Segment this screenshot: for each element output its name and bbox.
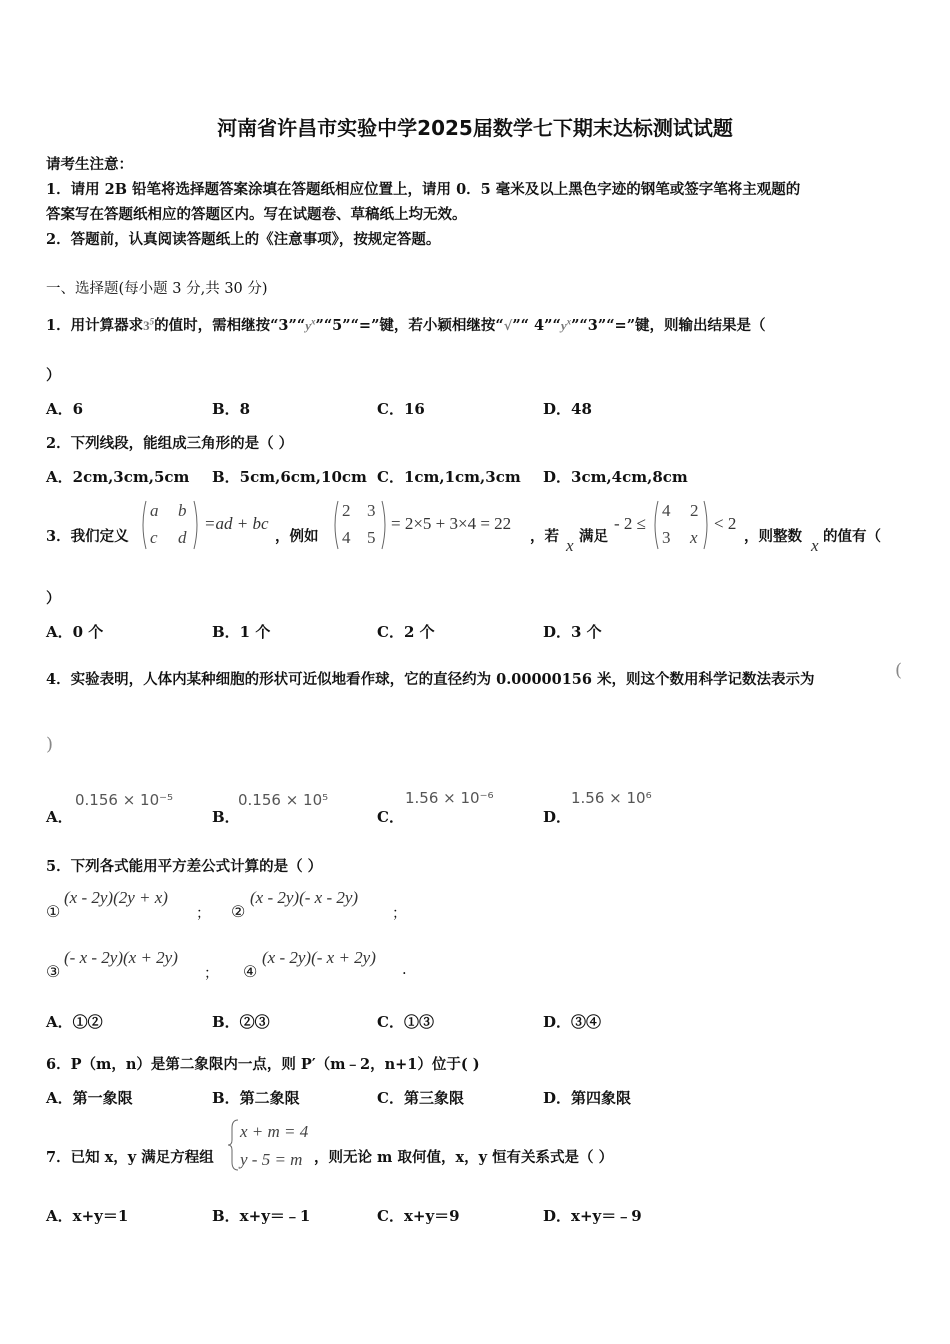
yx-key-y: y <box>305 318 311 333</box>
q3-m2-left-paren <box>335 501 338 549</box>
q3-m2-12: 3 <box>367 501 376 520</box>
q3-close-paren: ） <box>46 590 61 607</box>
question-6: 6．P（m，n）是第二象限内一点，则 P′（m﹣2，n+1）位于( ) <box>46 1056 480 1073</box>
q3-m1-right-paren <box>194 501 197 549</box>
q1-text-1: 1．用计算器求 <box>46 317 144 334</box>
q6-option-a[interactable]: A．第一象限 <box>46 1089 133 1107</box>
q5-item-2-sep: ； <box>392 906 407 922</box>
q3-m3-22: x <box>690 528 698 547</box>
q5-option-c[interactable]: C．①③ <box>377 1013 434 1031</box>
q5-item-3-mark: ③ <box>46 962 61 981</box>
yx-key-icon-2 <box>561 318 571 333</box>
q4-option-a-value: 0.156 × 10⁻⁵ <box>75 791 174 809</box>
page-title: 河南省许昌市实验中学2025届数学七下期末达标测试试题 <box>217 116 733 140</box>
q3-m2-21: 4 <box>342 528 351 547</box>
q4-option-d-value: 1.56 × 10⁶ <box>571 789 652 807</box>
q7-option-a[interactable]: A．x+y＝1 <box>46 1207 129 1225</box>
q3-m3-12: 2 <box>690 501 699 520</box>
notice-line-1b: 答案写在答题纸相应的答题区内。写在试题卷、草稿纸上均无效。 <box>46 206 467 223</box>
q6-option-d[interactable]: D．第四象限 <box>543 1089 632 1107</box>
q5-option-d[interactable]: D．③④ <box>543 1013 602 1031</box>
q4-option-d-label[interactable]: D． <box>543 808 572 826</box>
q6-option-c[interactable]: C．第三象限 <box>377 1089 464 1107</box>
q3-m1-d: d <box>178 528 187 547</box>
q3-rhs: < 2 <box>714 514 737 533</box>
q2-option-c[interactable]: C．1cm,1cm,3cm <box>377 468 521 486</box>
q1-power <box>143 318 154 333</box>
yx-key-x-2: x <box>566 316 572 327</box>
q3-m3-left-paren <box>655 501 658 549</box>
q6-option-b[interactable]: B．第二象限 <box>212 1089 300 1107</box>
yx-key-icon <box>305 318 315 333</box>
q3-text-5: ，则整数 <box>744 528 802 545</box>
question-1 <box>46 314 766 335</box>
q7-option-d[interactable]: D．x+y＝﹣9 <box>543 1207 642 1225</box>
q4-option-c-label[interactable]: C． <box>377 808 404 826</box>
q4-close-paren: ) <box>46 734 54 755</box>
q7-brace-icon <box>228 1120 238 1170</box>
q3-option-d[interactable]: D．3 个 <box>543 623 602 641</box>
q1-option-d[interactable]: D．48 <box>543 400 592 418</box>
notice-line-1a: 1．请用 2B 铅笔将选择题答案涂填在答题纸相应位置上，请用 0．5 毫米及以上黑色字迹的钢笔或签字笔将主观题的 <box>46 181 801 198</box>
q3-option-c[interactable]: C．2 个 <box>377 623 435 641</box>
sqrt-key-icon: √ <box>503 319 513 334</box>
q2-option-a[interactable]: A．2cm,3cm,5cm <box>46 468 190 486</box>
q3-m2-22: 5 <box>367 528 376 547</box>
q5-item-4-expr: (x - 2y)(- x + 2y) <box>262 948 376 967</box>
q4-option-b-label[interactable]: B． <box>212 808 240 826</box>
q3-var-x-2: x <box>811 536 819 555</box>
q7-option-c[interactable]: C．x+y＝9 <box>377 1207 460 1225</box>
q7-option-b[interactable]: B．x+y＝﹣1 <box>212 1207 311 1225</box>
q3-m3-11: 4 <box>662 501 671 520</box>
q3-text-2: ，例如 <box>275 528 319 545</box>
q5-item-3-expr: (- x - 2y)(x + 2y) <box>64 948 178 967</box>
q3-lhs: - 2 ≤ <box>614 514 646 533</box>
q3-m1-a: a <box>150 501 159 520</box>
q1-close-paren: ） <box>46 367 61 384</box>
q5-item-1-expr: (x - 2y)(2y + x) <box>64 888 168 907</box>
question-5: 5．下列各式能用平方差公式计算的是（ ） <box>46 858 323 875</box>
q1-text-3: ”“5”“=”键，若小颖相继按“ <box>315 317 504 334</box>
notice-heading: 请考生注意： <box>46 156 133 173</box>
q3-text-6: 的值有（ <box>823 528 881 545</box>
q7-equation-2: y - 5 = m <box>240 1150 303 1169</box>
q5-item-4-sep: . <box>402 962 407 978</box>
q2-option-b[interactable]: B．5cm,6cm,10cm <box>212 468 367 486</box>
q5-option-b[interactable]: B．②③ <box>212 1013 270 1031</box>
q3-text-1: 3．我们定义 <box>46 528 129 545</box>
q5-item-2-mark: ② <box>231 902 246 921</box>
q3-definition: =ad + bc <box>204 514 269 533</box>
q3-m1-left-paren <box>143 501 146 549</box>
q3-matrix-3 <box>650 497 712 553</box>
q4-option-b-value: 0.156 × 10⁵ <box>238 791 329 809</box>
yx-key-x: x <box>310 316 316 327</box>
q3-matrix-2 <box>330 497 390 553</box>
q1-option-c[interactable]: C．16 <box>377 400 425 418</box>
q5-option-a[interactable]: A．①② <box>46 1013 103 1031</box>
q3-text-3: ，若 <box>530 528 559 545</box>
q5-item-2-expr: (x - 2y)(- x - 2y) <box>250 888 359 907</box>
q3-m3-right-paren <box>704 501 707 549</box>
q1-base: 3 <box>143 318 150 333</box>
section-heading: 一、选择题(每小题 3 分,共 30 分) <box>46 281 268 297</box>
q1-text-4: ”“ 4”“ <box>512 317 561 334</box>
q2-option-d[interactable]: D．3cm,4cm,8cm <box>543 468 688 486</box>
yx-key-y-2: y <box>560 318 567 333</box>
q5-item-1-mark: ① <box>46 902 61 921</box>
q3-option-a[interactable]: A．0 个 <box>46 623 104 641</box>
q5-item-4-mark: ④ <box>243 962 258 981</box>
q4-open-paren: ( <box>895 660 903 681</box>
q1-text-5: ”“3”“=”键，则输出结果是（ <box>571 317 766 334</box>
q7-equation-1: x + m = 4 <box>240 1122 309 1141</box>
q3-m1-c: c <box>150 528 158 547</box>
q3-option-b[interactable]: B．1 个 <box>212 623 271 641</box>
question-4: 4．实验表明，人体内某种细胞的形状可近似地看作球，它的直径约为 0.00000156 米，则这个数用科学记数法表示为 <box>46 671 815 688</box>
q1-option-a[interactable]: A．6 <box>46 400 84 418</box>
q5-item-1-sep: ； <box>196 906 211 922</box>
q7-text-2: ，则无论 m 取何值，x，y 恒有关系式是（ ） <box>314 1149 614 1166</box>
notice-line-2: 2．答题前，认真阅读答题纸上的《注意事项》，按规定答题。 <box>46 231 441 248</box>
q3-var-x: x <box>566 536 574 555</box>
q3-m1-b: b <box>178 501 187 520</box>
q4-option-a-label[interactable]: A． <box>46 808 73 826</box>
q3-example: = 2×5 + 3×4 = 22 <box>391 514 512 533</box>
q3-matrix-1 <box>138 497 202 553</box>
question-2: 2．下列线段，能组成三角形的是（ ） <box>46 435 294 452</box>
q3-m3-21: 3 <box>662 528 671 547</box>
q3-m2-11: 2 <box>342 501 351 520</box>
q7-equation-system <box>228 1118 328 1172</box>
q5-item-3-sep: ； <box>204 966 219 982</box>
q3-m2-right-paren <box>382 501 385 549</box>
q1-option-b[interactable]: B．8 <box>212 400 251 418</box>
q1-text-2: 的值时，需相继按“3”“ <box>154 317 306 334</box>
q3-text-4: 满足 <box>579 528 608 545</box>
q4-option-c-value: 1.56 × 10⁻⁶ <box>405 789 494 807</box>
q1-exp: 5 <box>149 316 155 327</box>
q7-text-1: 7．已知 x，y 满足方程组 <box>46 1149 214 1166</box>
